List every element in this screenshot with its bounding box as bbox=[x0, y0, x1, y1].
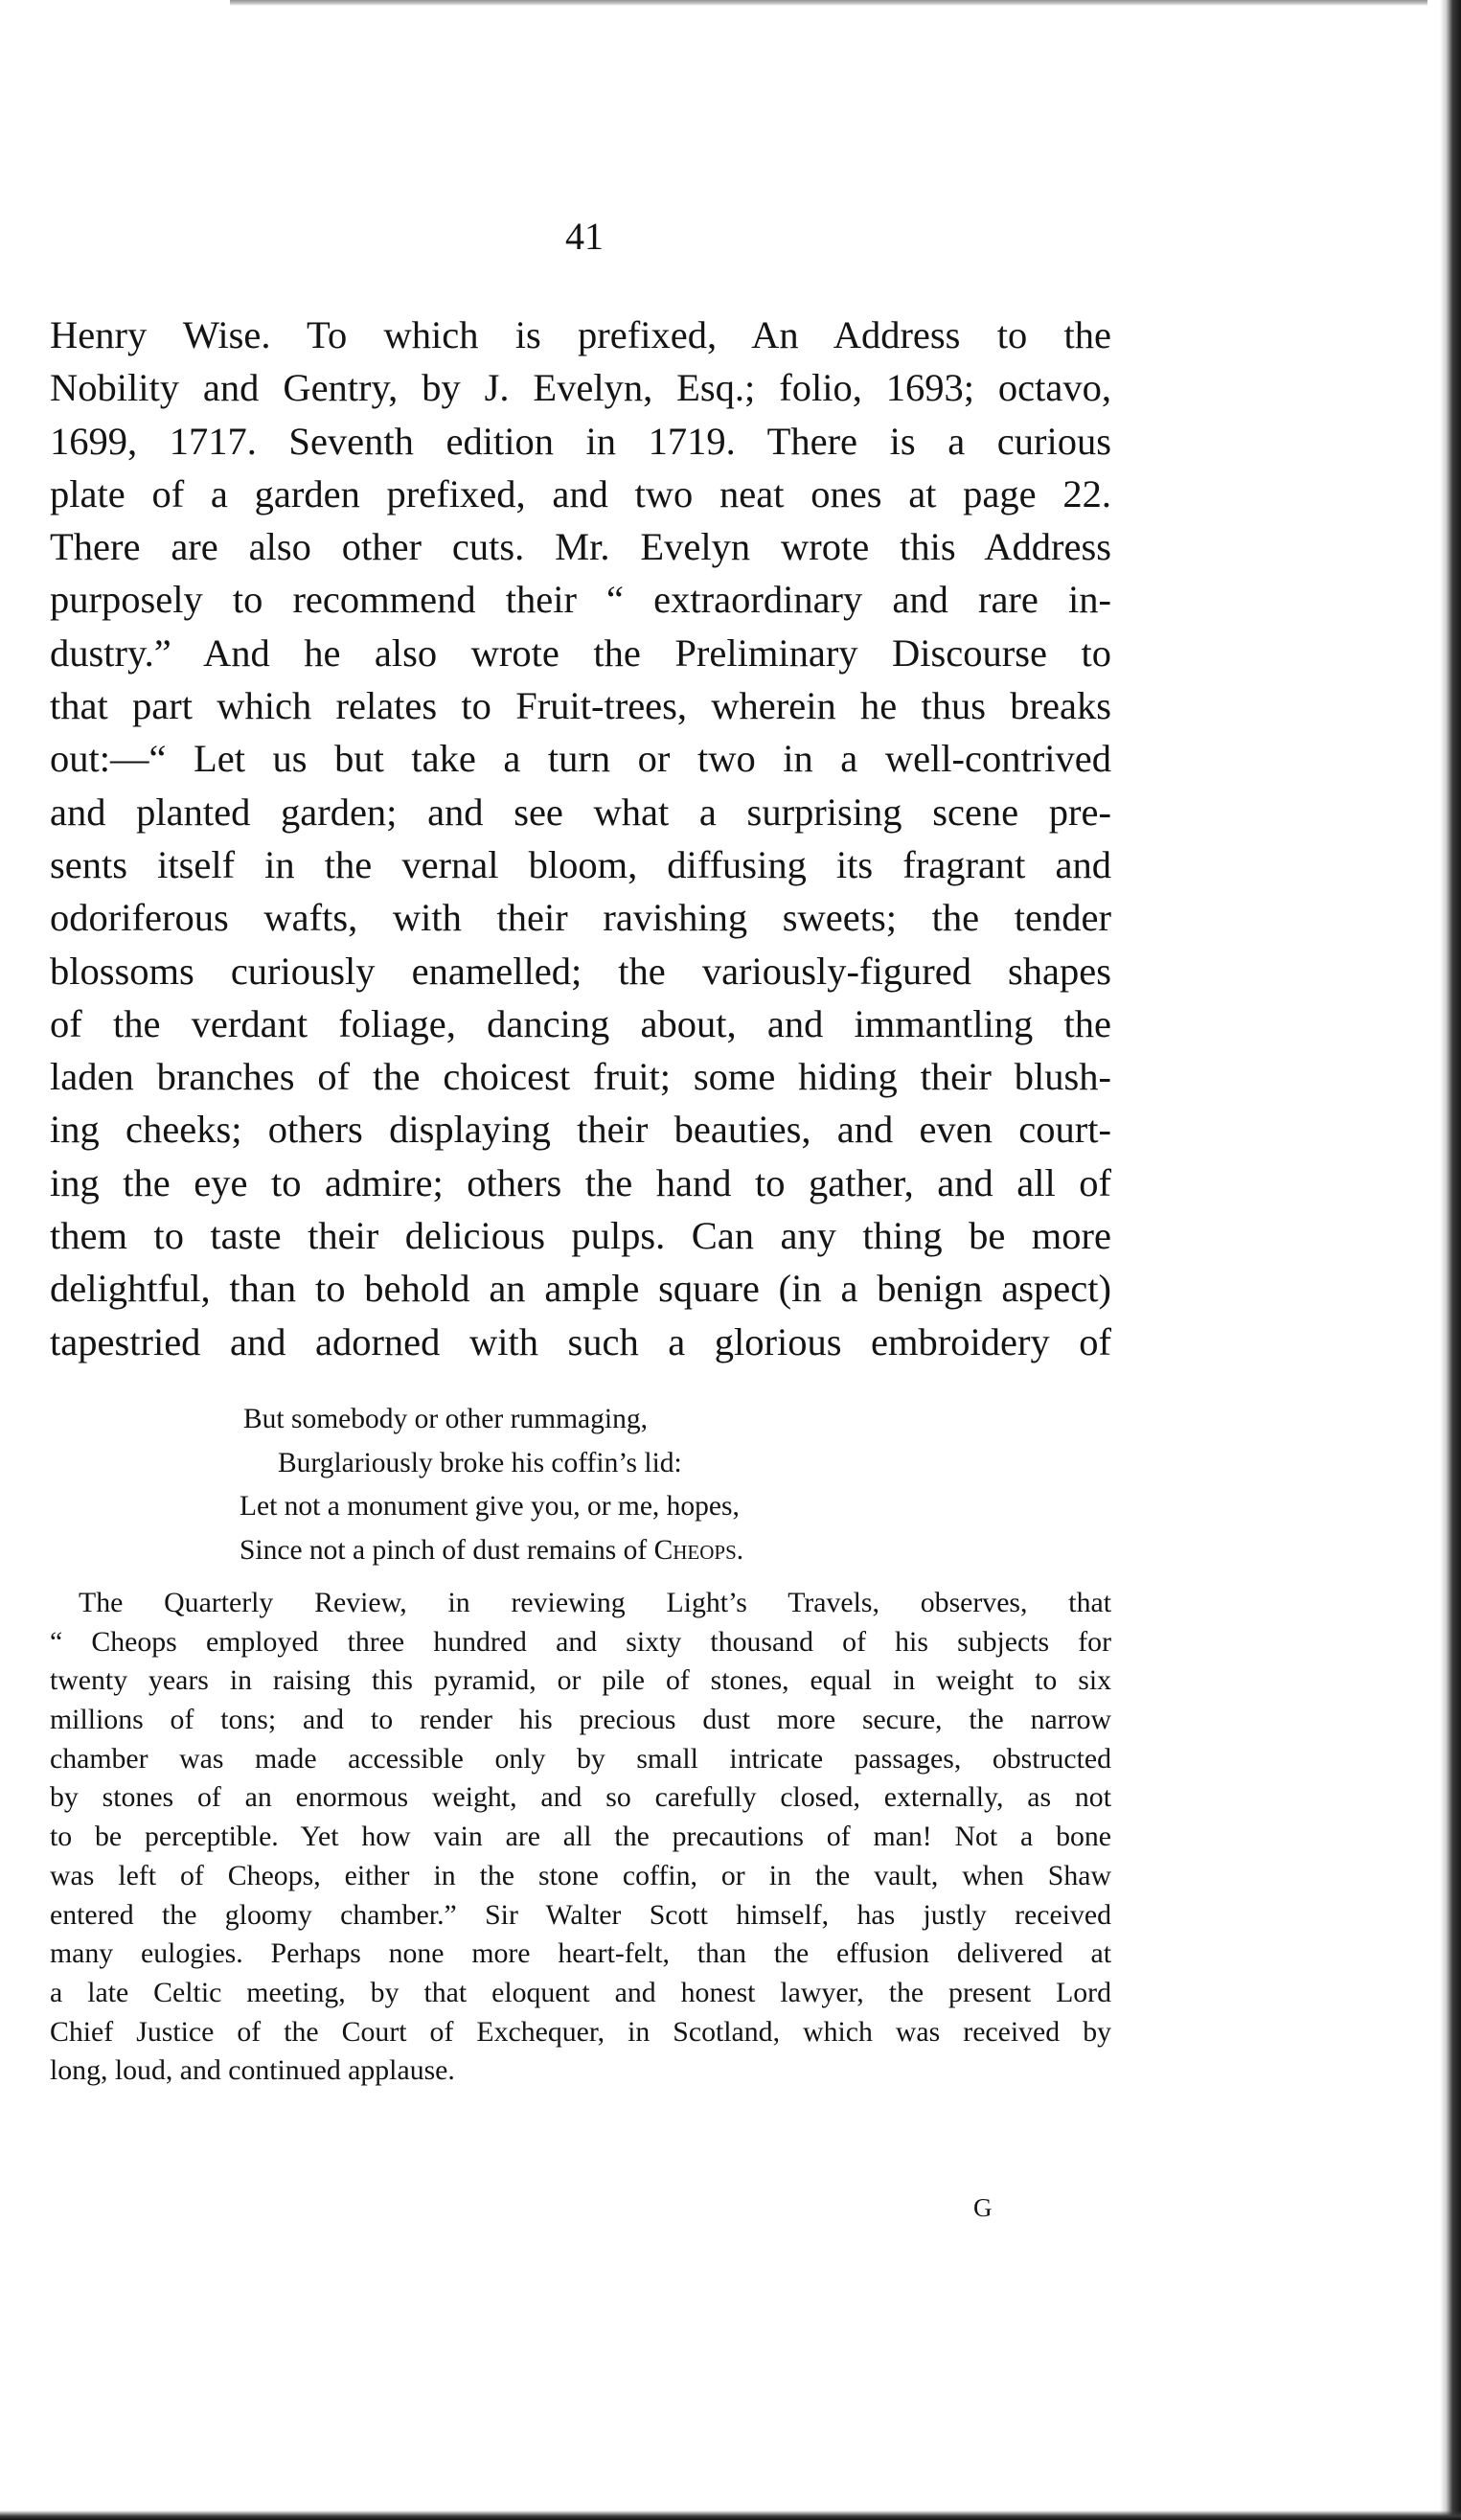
footnote-line: Chief Justice of the Court of Exchequer, in Scotland, which was received by bbox=[50, 2015, 1111, 2048]
body-line: plate of a garden prefixed, and two neat ones at page 22. bbox=[50, 471, 1111, 515]
page-number: 41 bbox=[565, 215, 604, 258]
scan-right-edge bbox=[1440, 0, 1461, 2520]
scan-bottom-edge bbox=[0, 2510, 1461, 2520]
body-line: of the verdant foliage, dancing about, and immantling the bbox=[50, 1001, 1111, 1045]
verse-line: Let not a monument give you, or me, hopes, bbox=[240, 1491, 740, 1522]
footnote-paragraph bbox=[50, 1584, 1111, 2091]
main-body-text bbox=[50, 309, 1111, 1368]
verse-line: Burglariously broke his coffin’s lid: bbox=[278, 1447, 682, 1478]
body-line: laden branches of the choicest fruit; some hiding their blush- bbox=[50, 1055, 1111, 1099]
footnote-line: long, loud, and continued applause. bbox=[50, 2054, 455, 2087]
body-line: Nobility and Gentry, by J. Evelyn, Esq.; folio, 1693; octavo, bbox=[50, 366, 1111, 410]
verse-quotation bbox=[240, 1398, 929, 1572]
body-line: them to taste their delicious pulps. Can any thing be more bbox=[50, 1214, 1111, 1258]
body-line: sents itself in the vernal bloom, diffusing its fragrant and bbox=[50, 842, 1111, 886]
footnote-line: The Quarterly Review, in reviewing Light’s Travels, observes, that bbox=[79, 1587, 1111, 1618]
verse-line: But somebody or other rummaging, bbox=[243, 1404, 648, 1434]
footnote-line: twenty years in raising this pyramid, or pile of stones, equal in weight to six bbox=[50, 1664, 1111, 1697]
body-line: delightful, than to behold an ample square (in a benign aspect) bbox=[50, 1267, 1111, 1311]
verse-line-text: Since not a pinch of dust remains of bbox=[240, 1534, 654, 1566]
body-line: dustry.” And he also wrote the Preliminary Discourse to bbox=[50, 630, 1111, 675]
footnote-line: was left of Cheops, either in the stone coffin, or in the vault, when Shaw bbox=[50, 1859, 1111, 1891]
footnote-line: by stones of an enormous weight, and so carefully closed, externally, as not bbox=[50, 1781, 1111, 1814]
footnote-line: entered the gloomy chamber.” Sir Walter Scott himself, has justly received bbox=[50, 1898, 1111, 1931]
body-line: 1699, 1717. Seventh edition in 1719. There is a curious bbox=[50, 419, 1111, 463]
footnote-line: “ Cheops employed three hundred and sixty thousand of his subjects for bbox=[50, 1625, 1111, 1658]
body-line: blossoms curiously enamelled; the variously-figured shapes bbox=[50, 949, 1111, 993]
body-line: purposely to recommend their “ extraordinary and rare in- bbox=[50, 578, 1111, 622]
verse-name-cheops: Cheops bbox=[653, 1534, 737, 1566]
body-line: odoriferous wafts, with their ravishing sweets; the tender bbox=[50, 896, 1111, 940]
body-line: ing the eye to admire; others the hand to gather, and all of bbox=[50, 1160, 1111, 1204]
verse-line bbox=[240, 1529, 929, 1573]
footnote-line: a late Celtic meeting, by that eloquent and honest lawyer, the present Lord bbox=[50, 1976, 1111, 2008]
scan-top-edge bbox=[230, 0, 1427, 6]
body-line: ing cheeks; others displaying their beauties, and even court- bbox=[50, 1108, 1111, 1152]
body-line: There are also other cuts. Mr. Evelyn wrote this Address bbox=[50, 525, 1111, 569]
verse-line-punctuation: . bbox=[736, 1534, 744, 1566]
body-line: and planted garden; and see what a surprising scene pre- bbox=[50, 790, 1111, 834]
body-line: out:—“ Let us but take a turn or two in a well-contrived bbox=[50, 737, 1111, 781]
footnote-line: many eulogies. Perhaps none more heart-felt, than the effusion delivered at bbox=[50, 1937, 1111, 1970]
footnote-line: chamber was made accessible only by small intricate passages, obstructed bbox=[50, 1742, 1111, 1775]
signature-mark: G bbox=[973, 2193, 993, 2222]
footnote-line: to be perceptible. Yet how vain are all the precautions of man! Not a bone bbox=[50, 1821, 1111, 1853]
body-line: Henry Wise. To which is prefixed, An Address to the bbox=[50, 313, 1111, 356]
footnote-line: millions of tons; and to render his precious dust more secure, the narrow bbox=[50, 1704, 1111, 1736]
body-line: that part which relates to Fruit-trees, wherein he thus breaks bbox=[50, 684, 1111, 728]
body-line: tapestried and adorned with such a glorious embroidery of bbox=[50, 1319, 1111, 1363]
